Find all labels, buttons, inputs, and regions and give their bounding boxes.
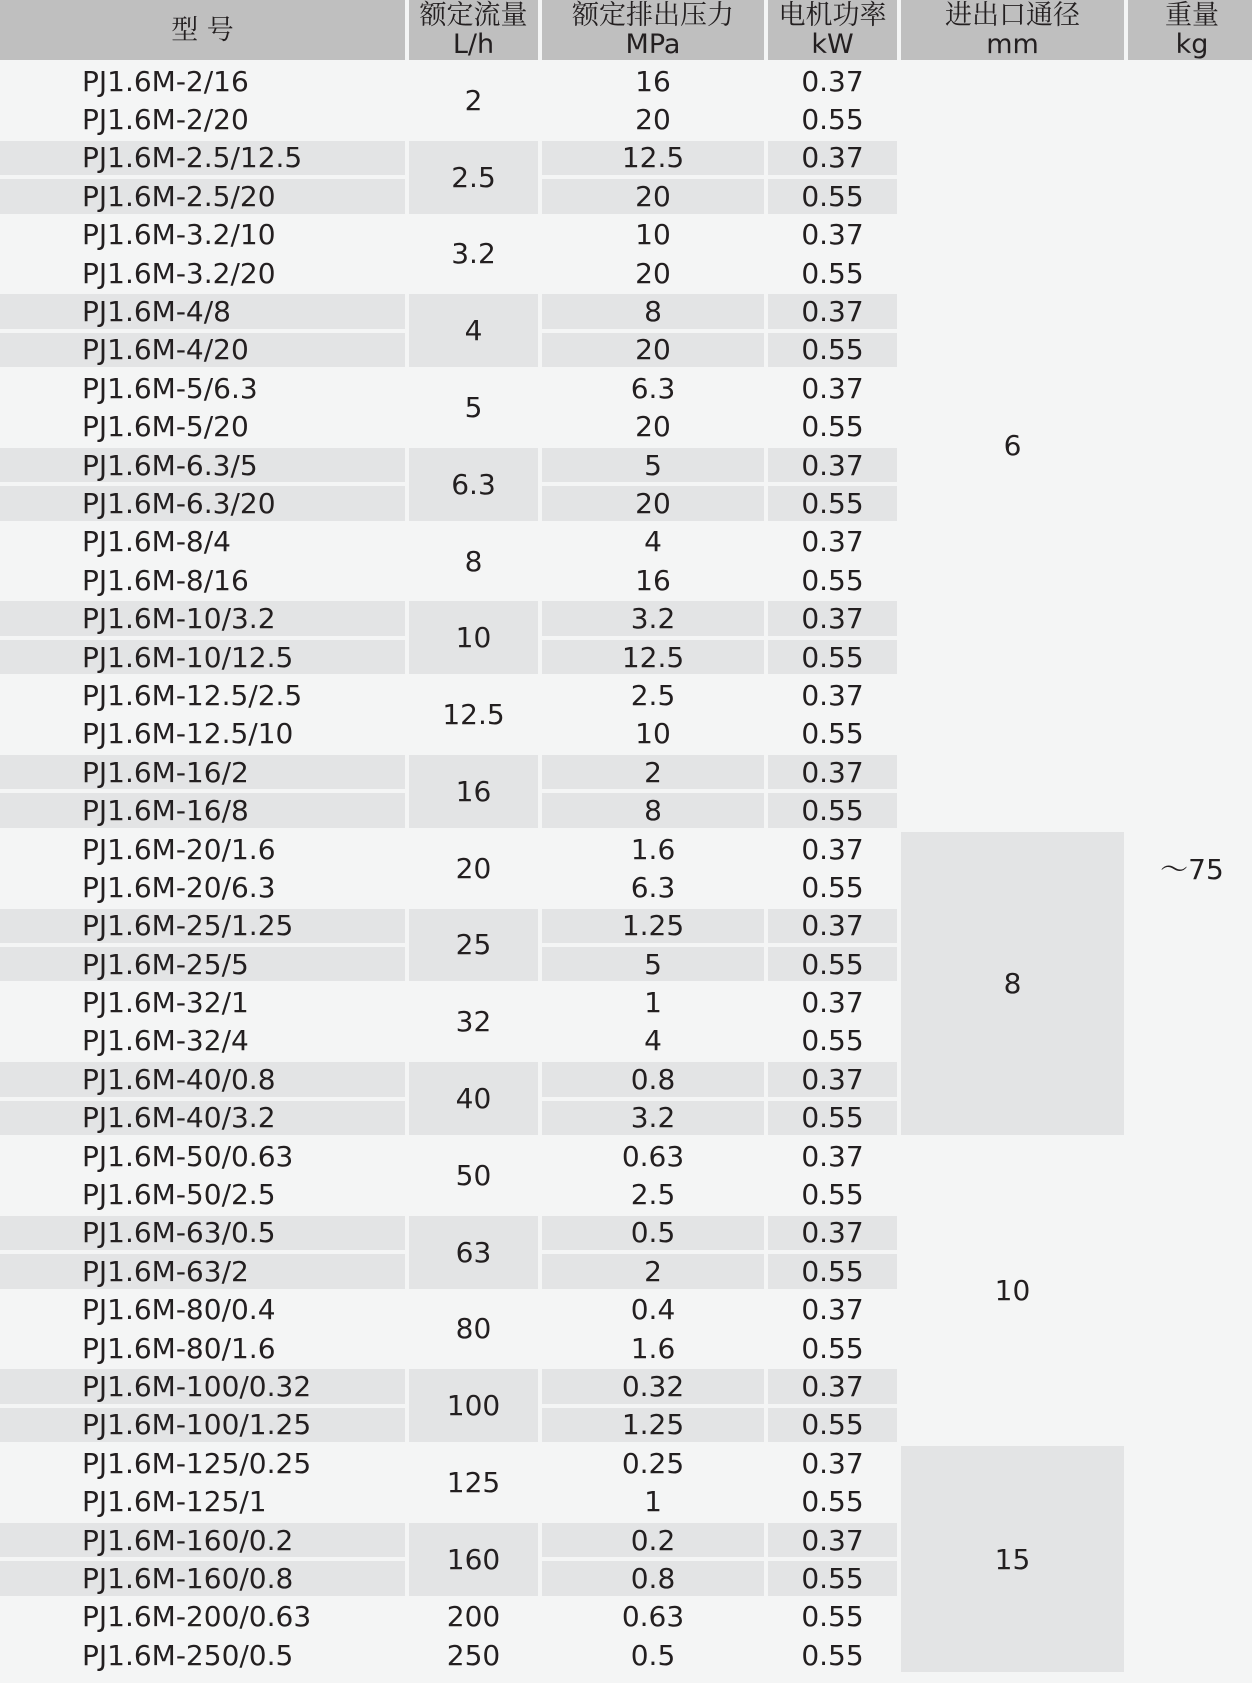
header-row — [0, 0, 1252, 60]
power-cell: 0.55 — [768, 1484, 897, 1518]
model-cell: PJ1.6M-160/0.2 — [0, 1523, 405, 1557]
pressure-cell: 0.32 — [542, 1369, 764, 1403]
header-motor-power-title: 电机功率 — [778, 0, 887, 31]
flow-cell: 3.2 — [409, 218, 538, 291]
power-cell: 0.55 — [768, 179, 897, 213]
power-cell: 0.55 — [768, 486, 897, 520]
pressure-cell: 1.6 — [542, 1331, 764, 1365]
power-cell: 0.37 — [768, 1446, 897, 1480]
power-cell: 0.37 — [768, 755, 897, 789]
power-cell: 0.55 — [768, 1101, 897, 1135]
table-row — [0, 832, 1252, 866]
header-port-diameter — [901, 0, 1124, 60]
model-cell: PJ1.6M-25/5 — [0, 947, 405, 981]
pressure-cell: 20 — [542, 486, 764, 520]
pressure-cell: 8 — [542, 294, 764, 328]
model-cell: PJ1.6M-3.2/10 — [0, 218, 405, 252]
flow-cell: 125 — [409, 1446, 538, 1519]
header-discharge-pressure — [542, 0, 764, 60]
power-cell: 0.55 — [768, 410, 897, 444]
pressure-cell: 4 — [542, 525, 764, 559]
header-motor-power-unit: kW — [811, 29, 854, 60]
pressure-cell: 3.2 — [542, 601, 764, 635]
pressure-cell: 16 — [542, 64, 764, 98]
model-cell: PJ1.6M-125/1 — [0, 1484, 405, 1518]
model-cell: PJ1.6M-40/3.2 — [0, 1101, 405, 1135]
power-cell: 0.55 — [768, 333, 897, 367]
header-port-diameter-title: 进出口通径 — [945, 0, 1080, 31]
model-cell: PJ1.6M-2/16 — [0, 64, 405, 98]
power-cell: 0.55 — [768, 1638, 897, 1672]
model-cell: PJ1.6M-2/20 — [0, 102, 405, 136]
pressure-cell: 0.8 — [542, 1561, 764, 1595]
pressure-cell: 1 — [542, 985, 764, 1019]
model-cell: PJ1.6M-6.3/5 — [0, 448, 405, 482]
pressure-cell: 20 — [542, 102, 764, 136]
weight-cell: ～75 — [1128, 64, 1252, 1672]
flow-cell: 5 — [409, 371, 538, 444]
pressure-cell: 0.63 — [542, 1139, 764, 1173]
model-cell: PJ1.6M-4/20 — [0, 333, 405, 367]
model-cell: PJ1.6M-50/2.5 — [0, 1177, 405, 1211]
header-model-title: 型 号 — [171, 14, 234, 46]
pressure-cell: 4 — [542, 1024, 764, 1058]
pressure-cell: 8 — [542, 793, 764, 827]
power-cell: 0.55 — [768, 1561, 897, 1595]
model-cell: PJ1.6M-12.5/2.5 — [0, 678, 405, 712]
model-cell: PJ1.6M-100/0.32 — [0, 1369, 405, 1403]
pressure-cell: 16 — [542, 563, 764, 597]
model-cell: PJ1.6M-10/12.5 — [0, 640, 405, 674]
power-cell: 0.37 — [768, 371, 897, 405]
model-cell: PJ1.6M-8/4 — [0, 525, 405, 559]
model-cell: PJ1.6M-200/0.63 — [0, 1600, 405, 1634]
header-weight-title: 重量 — [1165, 0, 1219, 31]
pressure-cell: 1.25 — [542, 909, 764, 943]
model-cell: PJ1.6M-5/6.3 — [0, 371, 405, 405]
pressure-cell: 0.2 — [542, 1523, 764, 1557]
power-cell: 0.37 — [768, 1523, 897, 1557]
model-cell: PJ1.6M-10/3.2 — [0, 601, 405, 635]
header-rated-flow-unit: L/h — [452, 29, 495, 60]
pressure-cell: 2 — [542, 755, 764, 789]
power-cell: 0.55 — [768, 870, 897, 904]
model-cell: PJ1.6M-2.5/12.5 — [0, 141, 405, 175]
pressure-cell: 0.8 — [542, 1062, 764, 1096]
power-cell: 0.55 — [768, 1600, 897, 1634]
pressure-cell: 20 — [542, 333, 764, 367]
header-motor-power — [768, 0, 897, 60]
pressure-cell: 5 — [542, 947, 764, 981]
power-cell: 0.55 — [768, 1177, 897, 1211]
model-cell: PJ1.6M-80/0.4 — [0, 1293, 405, 1327]
flow-cell: 10 — [409, 601, 538, 674]
power-cell: 0.55 — [768, 256, 897, 290]
power-cell: 0.37 — [768, 1369, 897, 1403]
header-weight — [1128, 0, 1252, 60]
flow-cell: 50 — [409, 1139, 538, 1212]
flow-cell: 4 — [409, 294, 538, 367]
power-cell: 0.37 — [768, 601, 897, 635]
header-model — [0, 0, 405, 60]
pressure-cell: 0.5 — [542, 1216, 764, 1250]
pressure-cell: 10 — [542, 717, 764, 751]
power-cell: 0.37 — [768, 525, 897, 559]
flow-cell: 40 — [409, 1062, 538, 1135]
flow-cell: 16 — [409, 755, 538, 828]
power-cell: 0.55 — [768, 1254, 897, 1288]
power-cell: 0.55 — [768, 947, 897, 981]
pressure-cell: 2 — [542, 1254, 764, 1288]
power-cell: 0.37 — [768, 294, 897, 328]
flow-cell: 200 — [409, 1600, 538, 1634]
model-cell: PJ1.6M-5/20 — [0, 410, 405, 444]
diameter-cell: 15 — [901, 1446, 1124, 1672]
power-cell: 0.37 — [768, 832, 897, 866]
diameter-cell: 8 — [901, 832, 1124, 1135]
model-cell: PJ1.6M-32/1 — [0, 985, 405, 1019]
pressure-cell: 10 — [542, 218, 764, 252]
pressure-cell: 2.5 — [542, 678, 764, 712]
model-cell: PJ1.6M-63/0.5 — [0, 1216, 405, 1250]
power-cell: 0.55 — [768, 717, 897, 751]
power-cell: 0.55 — [768, 1408, 897, 1442]
header-port-diameter-unit: mm — [986, 29, 1039, 60]
flow-cell: 12.5 — [409, 678, 538, 751]
header-discharge-pressure-unit: MPa — [625, 29, 681, 60]
model-cell: PJ1.6M-250/0.5 — [0, 1638, 405, 1672]
model-cell: PJ1.6M-6.3/20 — [0, 486, 405, 520]
pressure-cell: 6.3 — [542, 870, 764, 904]
flow-cell: 25 — [409, 909, 538, 982]
flow-cell: 100 — [409, 1369, 538, 1442]
model-cell: PJ1.6M-20/6.3 — [0, 870, 405, 904]
power-cell: 0.37 — [768, 1062, 897, 1096]
power-cell: 0.55 — [768, 102, 897, 136]
power-cell: 0.37 — [768, 218, 897, 252]
pressure-cell: 1.6 — [542, 832, 764, 866]
pressure-cell: 20 — [542, 410, 764, 444]
pressure-cell: 5 — [542, 448, 764, 482]
pressure-cell: 6.3 — [542, 371, 764, 405]
diameter-cell: 10 — [901, 1139, 1124, 1442]
table-row — [0, 1139, 1252, 1173]
header-weight-unit: kg — [1175, 29, 1209, 60]
power-cell: 0.55 — [768, 793, 897, 827]
flow-cell: 2.5 — [409, 141, 538, 214]
table-row — [0, 1446, 1252, 1480]
table-body — [0, 64, 1252, 1672]
model-cell: PJ1.6M-80/1.6 — [0, 1331, 405, 1365]
model-cell: PJ1.6M-2.5/20 — [0, 179, 405, 213]
pressure-cell: 20 — [542, 179, 764, 213]
model-cell: PJ1.6M-50/0.63 — [0, 1139, 405, 1173]
pressure-cell: 0.4 — [542, 1293, 764, 1327]
pressure-cell: 12.5 — [542, 640, 764, 674]
table-row — [0, 64, 1252, 98]
model-cell: PJ1.6M-125/0.25 — [0, 1446, 405, 1480]
flow-cell: 2 — [409, 64, 538, 137]
power-cell: 0.37 — [768, 909, 897, 943]
model-cell: PJ1.6M-32/4 — [0, 1024, 405, 1058]
diameter-cell: 6 — [901, 64, 1124, 828]
model-cell: PJ1.6M-160/0.8 — [0, 1561, 405, 1595]
pressure-cell: 20 — [542, 256, 764, 290]
flow-cell: 80 — [409, 1293, 538, 1366]
flow-cell: 250 — [409, 1638, 538, 1672]
power-cell: 0.55 — [768, 563, 897, 597]
pressure-cell: 1 — [542, 1484, 764, 1518]
power-cell: 0.55 — [768, 1331, 897, 1365]
power-cell: 0.37 — [768, 678, 897, 712]
power-cell: 0.37 — [768, 64, 897, 98]
power-cell: 0.37 — [768, 448, 897, 482]
pressure-cell: 1.25 — [542, 1408, 764, 1442]
pressure-cell: 0.5 — [542, 1638, 764, 1672]
model-cell: PJ1.6M-3.2/20 — [0, 256, 405, 290]
header-rated-flow — [409, 0, 538, 60]
header-rated-flow-title: 额定流量 — [419, 0, 528, 31]
power-cell: 0.37 — [768, 985, 897, 1019]
model-cell: PJ1.6M-25/1.25 — [0, 909, 405, 943]
flow-cell: 6.3 — [409, 448, 538, 521]
model-cell: PJ1.6M-4/8 — [0, 294, 405, 328]
model-cell: PJ1.6M-40/0.8 — [0, 1062, 405, 1096]
power-cell: 0.37 — [768, 1216, 897, 1250]
power-cell: 0.37 — [768, 1139, 897, 1173]
pressure-cell: 3.2 — [542, 1101, 764, 1135]
pressure-cell: 0.25 — [542, 1446, 764, 1480]
flow-cell: 8 — [409, 525, 538, 598]
power-cell: 0.37 — [768, 141, 897, 175]
flow-cell: 63 — [409, 1216, 538, 1289]
pressure-cell: 12.5 — [542, 141, 764, 175]
header-discharge-pressure-title: 额定排出压力 — [572, 0, 734, 31]
model-cell: PJ1.6M-20/1.6 — [0, 832, 405, 866]
model-cell: PJ1.6M-12.5/10 — [0, 717, 405, 751]
model-cell: PJ1.6M-16/2 — [0, 755, 405, 789]
pressure-cell: 0.63 — [542, 1600, 764, 1634]
flow-cell: 20 — [409, 832, 538, 905]
power-cell: 0.55 — [768, 1024, 897, 1058]
pressure-cell: 2.5 — [542, 1177, 764, 1211]
flow-cell: 32 — [409, 985, 538, 1058]
model-cell: PJ1.6M-63/2 — [0, 1254, 405, 1288]
power-cell: 0.37 — [768, 1293, 897, 1327]
model-cell: PJ1.6M-8/16 — [0, 563, 405, 597]
flow-cell: 160 — [409, 1523, 538, 1596]
model-cell: PJ1.6M-16/8 — [0, 793, 405, 827]
power-cell: 0.55 — [768, 640, 897, 674]
model-cell: PJ1.6M-100/1.25 — [0, 1408, 405, 1442]
